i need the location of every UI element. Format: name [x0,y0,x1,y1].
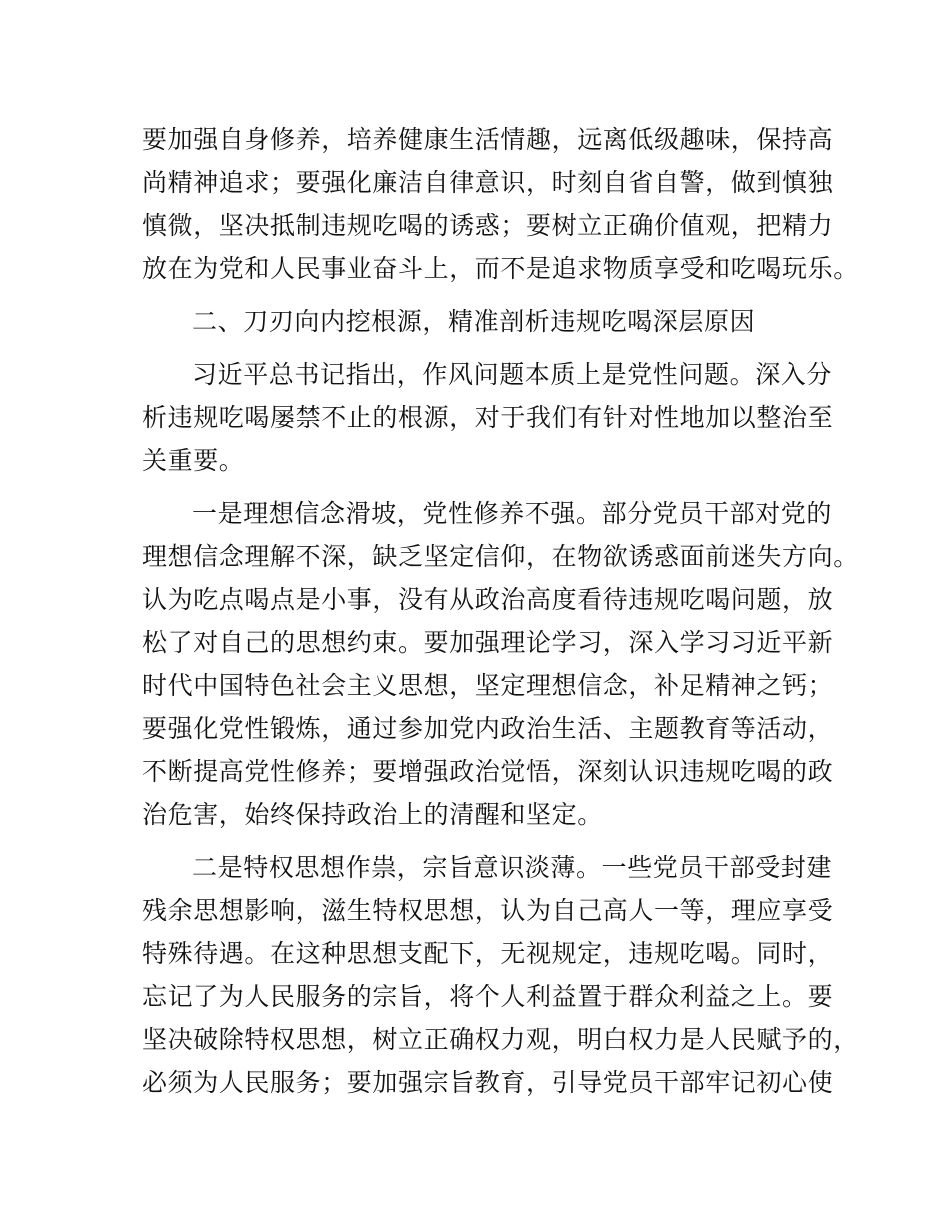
heading-text: 二、刀刃向内挖根源，精准剖析违规吃喝深层原因 [192,307,756,336]
text-line: 松了对自己的思想约束。要加强理论学习，深入学习习近平新 [142,628,834,657]
text-line: 放在为党和人民事业奋斗上，而不是追求物质享受和吃喝玩乐。 [142,254,859,283]
text-line: 一是理想信念滑坡，党性修养不强。部分党员干部对党的 [192,499,833,528]
text-line: 治危害，始终保持政治上的清醒和坚定。 [142,800,603,829]
text-line: 认为吃点喝点是小事，没有从政治高度看待违规吃喝问题，放 [142,585,834,614]
text-line: 残余思想影响，滋生特权思想，认为自己高人一等，理应享受 [142,896,834,925]
text-line: 关重要。 [142,446,245,475]
text-line: 理想信念理解不深，缺乏坚定信仰，在物欲诱惑面前迷失方向。 [142,542,859,571]
text-line: 尚精神追求；要强化廉洁自律意识，时刻自省自警，做到慎独 [142,168,834,197]
text-line: 析违规吃喝屡禁不止的根源，对于我们有针对性地加以整治至 [142,403,834,432]
text-line: 慎微，坚决抵制违规吃喝的诱惑；要树立正确价值观，把精力 [142,211,834,240]
paragraph-ideals [142,492,859,836]
text-line: 二是特权思想作祟，宗旨意识淡薄。一些党员干部受封建 [192,853,833,882]
paragraph-privilege [142,846,859,1104]
text-line: 习近平总书记指出，作风问题本质上是党性问题。深入分 [192,360,833,389]
paragraph-continuation [142,118,859,290]
text-line: 特殊待遇。在这种思想支配下，无视规定，违规吃喝。同时， [142,939,834,968]
text-line: 不断提高党性修养；要增强政治觉悟，深刻认识违规吃喝的政 [142,757,834,786]
text-line: 要加强自身修养，培养健康生活情趣，远离低级趣味，保持高 [142,125,834,154]
section-heading [142,300,832,343]
document-page [142,118,859,1104]
text-line: 忘记了为人民服务的宗旨，将个人利益置于群众利益之上。要 [142,982,834,1011]
text-line: 必须为人民服务；要加强宗旨教育，引导党员干部牢记初心使 [142,1068,834,1097]
text-line: 时代中国特色社会主义思想，坚定理想信念，补足精神之钙； [142,671,834,700]
paragraph-intro [142,353,832,482]
text-line: 坚决破除特权思想，树立正确权力观，明白权力是人民赋予的， [142,1025,859,1054]
text-line: 要强化党性锻炼，通过参加党内政治生活、主题教育等活动， [142,714,834,743]
